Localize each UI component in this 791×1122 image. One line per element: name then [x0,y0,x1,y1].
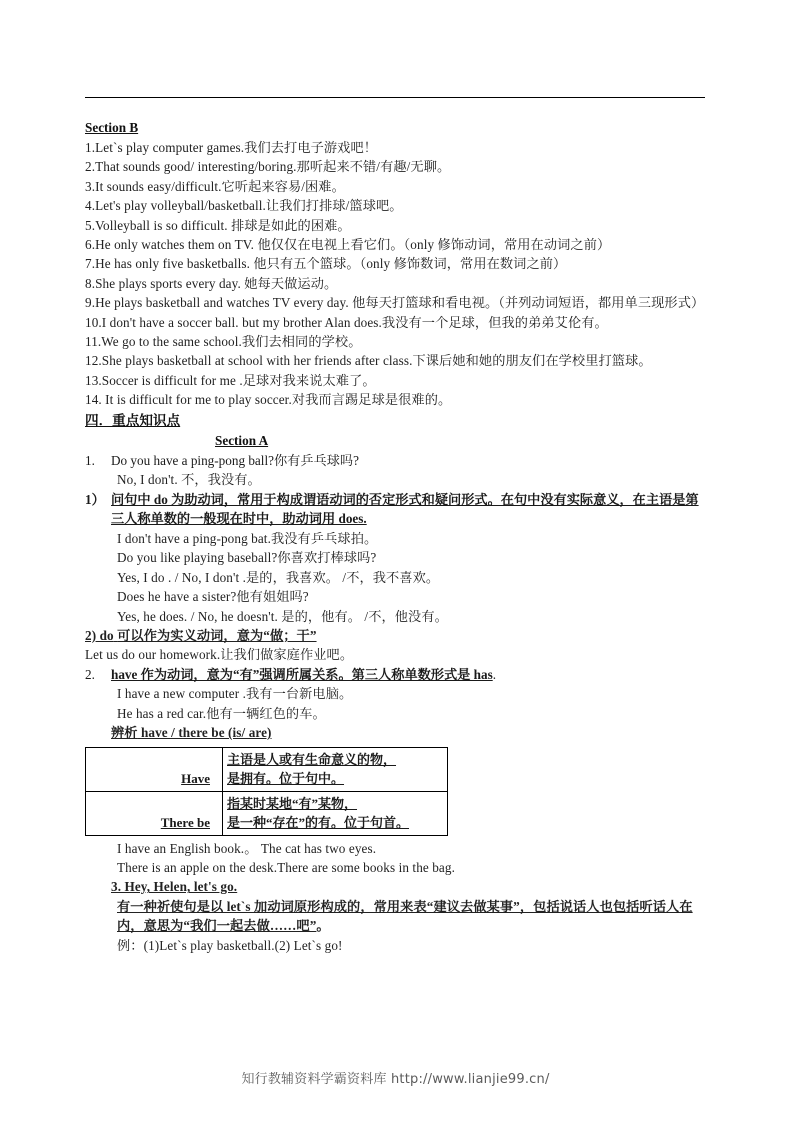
key-point-item-2-example-2: He has a red car.他有一辆红色的车。 [117,705,326,721]
compare-example-2: There is an apple on the desk.There are some books in the bag. [117,859,455,875]
key-point-1-example-4: Does he have a sister?他有姐姐吗? [117,589,309,605]
compare-row-2-line-2: 是一种“存在”的有。位于句首。 [227,814,410,830]
key-point-1-example-2: Do you like playing baseball?你喜欢打棒球吗? [117,550,377,566]
compare-row-2-value-cell [223,791,448,835]
section-a-heading [85,431,707,451]
key-point-item-2-number: 2. [85,666,95,682]
section-b-item-12: 12.She plays basketball at school with her friends after class.下课后她和她的朋友们在学校里打篮球。 [85,353,652,369]
section-b-item-2: 2.That sounds good/ interesting/boring.那听起来不错/有趣/无聊。 [85,159,451,175]
table-row [86,747,448,791]
section-b-item-11: 11.We go to the same school.我们去相同的学校。 [85,334,362,350]
key-point-item-1-number: 1. [85,452,95,468]
have-therebe-comparison-table [85,747,448,836]
compare-row-2-line-1: 指某时某地“有”某物， [227,795,358,811]
section-b-item-7: 7.He has only five basketballs. 他只有五个篮球。（only 修饰数词，常用在数词之前） [85,256,567,272]
section-a-heading-text: Section A [215,432,269,448]
key-point-1-example-1: I don't have a ping-pong bat.我没有乒乓球拍。 [117,530,378,546]
key-point-item-3-text: 有一种祈使句是以 let`s 加动词原形构成的，常用来表“建议去做某事”，包括说话人也包括听话人在内，意思为“我们一起去做……吧” [117,898,693,934]
compare-row-1-line-1: 主语是人或有生命意义的物， [227,751,397,767]
key-point-item-3-body [85,897,707,936]
key-point-2-text: 可以作为实义动词，意为“做；干” [117,627,317,643]
section-b-item-3: 3.It sounds easy/difficult.它听起来容易/困难。 [85,178,345,194]
section-b-item-6: 6.He only watches them on TV. 他仅仅在电视上看它们。（only 修饰动词，常用在动词之前） [85,237,611,253]
key-point-item-3-example: 例：(1)Let`s play basketball.(2) Let`s go! [117,937,343,953]
compare-label [85,723,707,742]
compare-row-1-line-2: 是拥有。位于句中。 [227,770,345,786]
compare-row-2-key-cell [86,791,223,835]
key-point-1-block [85,490,707,529]
table-row [86,791,448,835]
key-point-2-marker: 2) do [85,627,114,643]
footer-watermark: 知行教辅资料学霸资料库 http://www.lianjie99.cn/ [241,1072,550,1087]
compare-row-2-key: There be [160,814,210,830]
key-points-heading: 四．重点知识点 [85,412,181,428]
compare-row-1-key: Have [181,770,210,786]
key-point-item-1 [85,451,707,471]
key-point-1-marker: 1） [85,491,105,507]
header-divider-rule [85,97,705,98]
key-point-item-2-trailing: . [492,666,497,682]
key-point-item-2-example-1: I have a new computer .我有一台新电脑。 [117,686,353,702]
section-b-item-1: 1.Let`s play computer games.我们去打电子游戏吧！ [85,140,378,155]
key-point-1-text: 问句中 do 为助动词，常用于构成谓语动词的否定形式和疑问形式。在句中没有实际意义，在主语是第三人称单数的一般现在时中，助动词用 does. [111,491,699,527]
document-content [85,118,707,955]
section-b-item-14: 14. It is difficult for me to play soccer.对我而言踢足球是很难的。 [85,392,452,408]
section-b-item-5: 5.Volleyball is so difficult. 排球是如此的困难。 [85,217,351,233]
section-b-item-10: 10.I don't have a soccer ball. but my brother Alan does.我没有一个足球，但我的弟弟艾伦有。 [85,314,608,330]
compare-row-1-value-cell [223,747,448,791]
key-point-2-example-1: Let us do our homework.让我们做家庭作业吧。 [85,647,354,663]
key-point-1-example-5: Yes, he does. / No, he doesn't. 是的，他有。 /不，他没有。 [117,608,448,624]
key-point-item-1-answer: No, I don't. 不，我没有。 [117,472,261,488]
key-point-item-3-trailing: 。 [316,918,330,934]
compare-example-1: I have an English book.。 The cat has two eyes. [117,840,377,856]
key-point-item-3-title: 3. Hey, Helen, let's go. [111,879,238,895]
key-point-item-2-text: have 作为动词，意为“有”强调所属关系。第三人称单数形式是 has [111,666,493,682]
key-point-item-2 [85,665,707,685]
compare-label-cn: 辨析 [111,725,138,741]
section-b-item-8: 8.She plays sports every day. 她每天做运动。 [85,275,338,291]
compare-row-1-key-cell [86,747,223,791]
key-point-1-example-3: Yes, I do . / No, I don't .是的，我喜欢。 /不，我不喜欢。 [117,569,440,585]
key-point-2-block [85,626,707,645]
key-point-item-1-question: Do you have a ping-pong ball?你有乒乓球吗? [111,452,359,468]
section-b-item-13: 13.Soccer is difficult for me .足球对我来说太难了。 [85,372,376,388]
key-point-item-2-body [111,665,707,685]
section-b-item-9: 9.He plays basketball and watches TV every day. 他每天打篮球和看电视。（并列动词短语，都用单三现形式） [85,295,705,311]
compare-label-en: have / there be (is/ are) [140,725,272,741]
section-b-heading: Section B [85,120,139,135]
section-b-item-4: 4.Let's play volleyball/basketball.让我们打排球/篮球吧。 [85,198,403,214]
